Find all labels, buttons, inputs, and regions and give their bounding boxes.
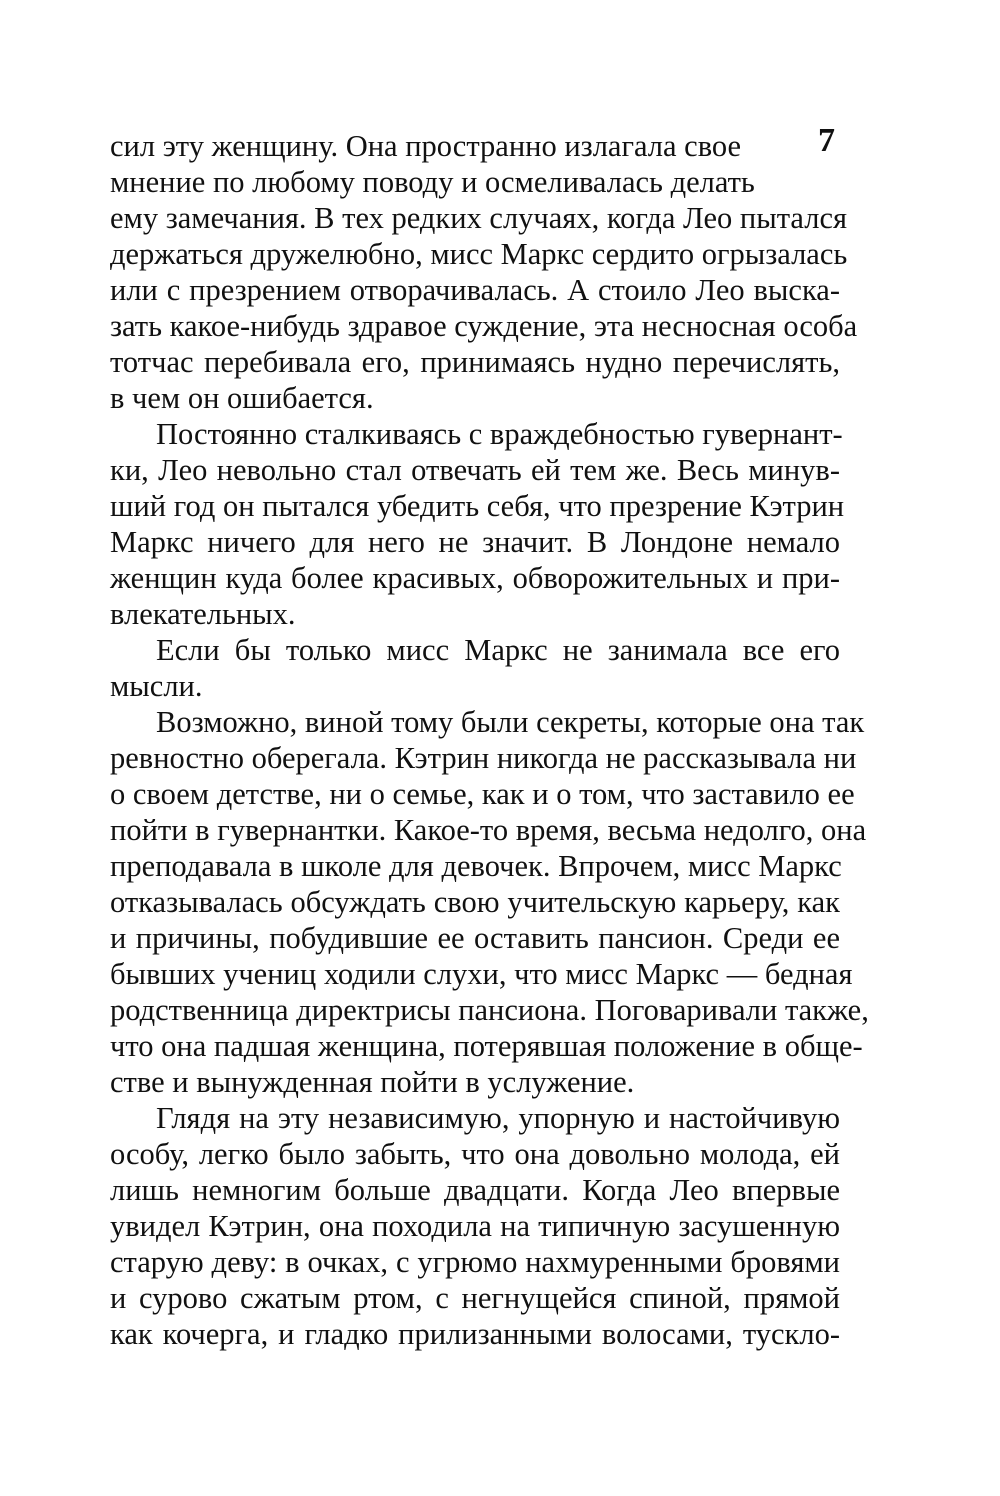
paragraph-3 bbox=[110, 632, 840, 704]
text-line: о своем детстве, ни о семье, как и о том, что заставило ее bbox=[110, 777, 855, 811]
text-line: ему замечания. В тех редких случаях, когда Лео пытался bbox=[110, 201, 848, 235]
text-line: ший год он пытался убедить себя, что презрение Кэтрин bbox=[110, 489, 845, 523]
text-line: Возможно, виной тому были секреты, которые она так bbox=[156, 705, 865, 739]
text-line: как кочерга, и гладко прилизанными волосами, тускло- bbox=[110, 1317, 840, 1351]
text-line: женщин куда более красивых, обворожительных и при- bbox=[110, 561, 840, 595]
body-text bbox=[110, 128, 869, 1352]
text-line: стве и вынужденная пойти в услужение. bbox=[110, 1065, 635, 1099]
text-line: старую деву: в очках, с угрюмо нахмуренными бровями bbox=[110, 1245, 840, 1279]
paragraph-2 bbox=[110, 416, 845, 632]
text-line: ки, Лео невольно стал отвечать ей тем же. Весь минув- bbox=[110, 453, 840, 487]
text-line: особу, легко было забыть, что она довольно молода, ей bbox=[110, 1137, 840, 1171]
text-line: мнение по любому поводу и осмеливалась делать bbox=[110, 165, 755, 199]
text-line: Глядя на эту независимую, упорную и настойчивую bbox=[156, 1101, 840, 1135]
text-line: зать какое-нибудь здравое суждение, эта несносная особа bbox=[110, 309, 858, 343]
paragraph-1 bbox=[110, 128, 858, 416]
text-line: сил эту женщину. Она пространно излагала свое bbox=[110, 129, 742, 163]
text-line: влекательных. bbox=[110, 597, 296, 631]
paragraph-5 bbox=[110, 1100, 840, 1352]
text-line: увидел Кэтрин, она походила на типичную засушенную bbox=[110, 1209, 840, 1243]
text-line: и сурово сжатым ртом, с негнущейся спиной, прямой bbox=[110, 1281, 840, 1315]
paragraph-4 bbox=[110, 704, 869, 1100]
text-line: тотчас перебивала его, принимаясь нудно перечислять, bbox=[110, 345, 840, 379]
text-line: Постоянно сталкиваясь с враждебностью гувернант- bbox=[156, 417, 843, 451]
text-line: Маркс ничего для него не значит. В Лондоне немало bbox=[110, 525, 840, 559]
text-line: бывших учениц ходили слухи, что мисс Маркс — бедная bbox=[110, 957, 853, 991]
text-line: Если бы только мисс Маркс не занимала все его bbox=[156, 633, 840, 667]
text-line: пойти в гувернантки. Какое-то время, весьма недолго, она bbox=[110, 813, 867, 847]
page-number: 7 bbox=[818, 122, 835, 159]
text-line: или с презрением отворачивалась. А стоило Лео выска- bbox=[110, 273, 840, 307]
text-line: преподавала в школе для девочек. Впрочем, мисс Маркс bbox=[110, 849, 842, 883]
text-line: в чем он ошибается. bbox=[110, 381, 374, 415]
text-line: что она падшая женщина, потерявшая положение в обще- bbox=[110, 1029, 863, 1063]
text-line: отказывалась обсуждать свою учительскую карьеру, как bbox=[110, 885, 840, 919]
text-line: держаться дружелюбно, мисс Маркс сердито огрызалась bbox=[110, 237, 848, 271]
text-line: мысли. bbox=[110, 669, 203, 703]
text-line: лишь немногим больше двадцати. Когда Лео впервые bbox=[110, 1173, 840, 1207]
text-line: и причины, побудившие ее оставить пансион. Среди ее bbox=[110, 921, 840, 955]
text-line: родственница директрисы пансиона. Поговаривали также, bbox=[110, 993, 869, 1027]
text-line: ревностно оберегала. Кэтрин никогда не рассказывала ни bbox=[110, 741, 857, 775]
